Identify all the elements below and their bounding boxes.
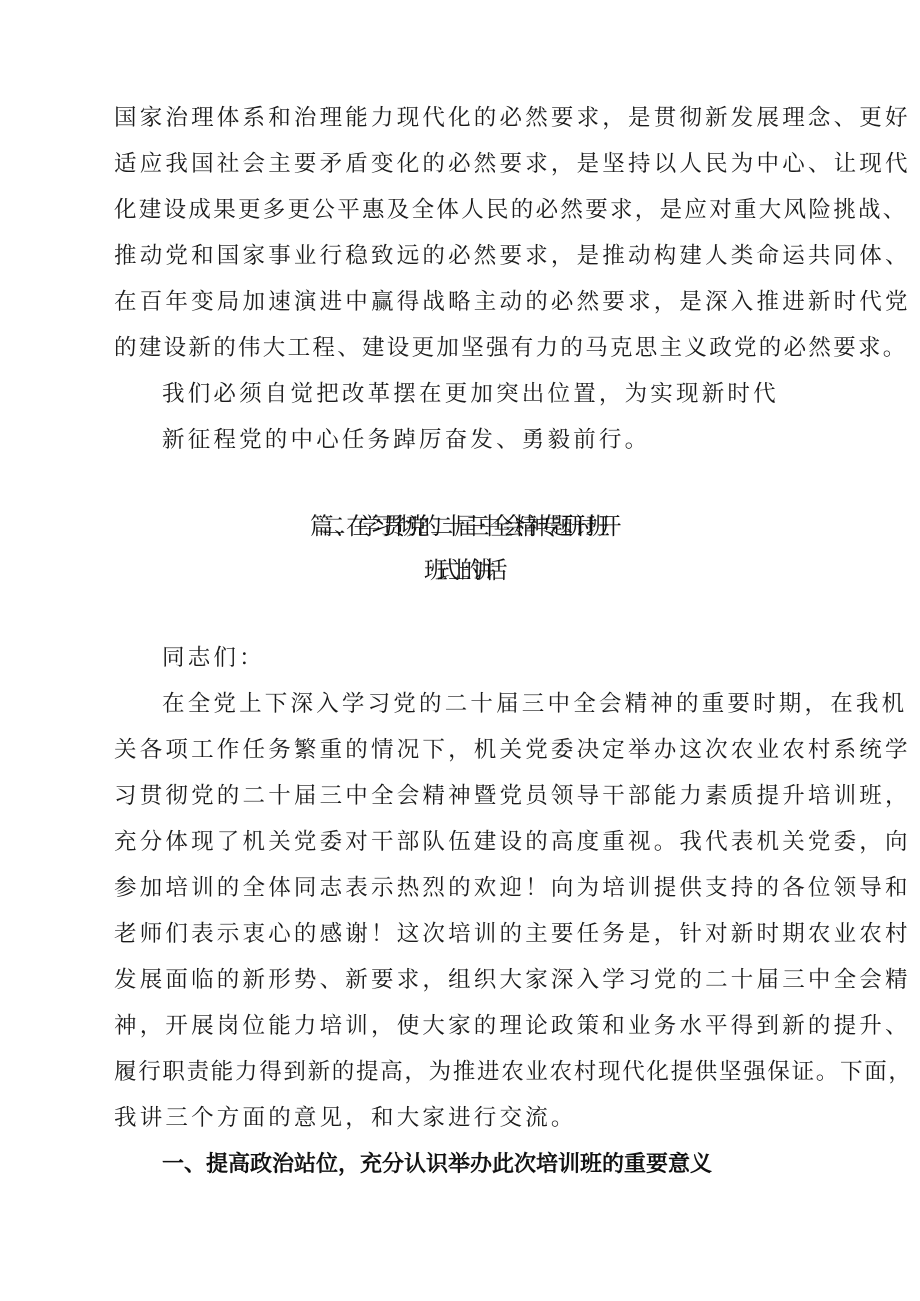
prev-article-closing-line: 新征程党的中心任务踔厉奋发、勇毅前行。 [162,427,651,453]
section-heading: 一、提高政治站位，充分认识举办此次培训班的重要意义 [162,1152,713,1177]
paragraph-line: 习贯彻党的二十届三中全会精神暨党员领导干部能力素质提升培训班， [114,783,911,809]
paragraph-line: 充分体现了机关党委对干部队伍建设的高度重视。我代表机关党委，向 [114,829,911,855]
prev-article-line: 国家治理体系和治理能力现代化的必然要求，是贯彻新发展理念、更好 [114,105,911,131]
paragraph-line: 在全党上下深入学习党的二十届三中全会精神的重要时期，在我机 [162,691,908,717]
prev-article-line: 的建设新的伟大工程、建设更加坚强有力的马克思主义政党的必然要求。 [114,335,908,361]
prev-article-line: 化建设成果更多更公平惠及全体人民的必然要求，是应对重大风险挑战、 [114,197,908,223]
prev-article-line: 适应我国社会主要矛盾变化的必然要求，是坚持以人民为中心、让现代 [114,151,911,177]
paragraph-line: 我讲三个方面的意见，和大家进行交流。 [114,1105,577,1131]
prev-article-line: 在百年变局加速演进中赢得战略主动的必然要求，是深入推进新时代党 [114,289,911,315]
salutation: 同志们： [162,645,265,671]
article-title-line-1: 篇二、在学习贯彻党的二十届三中全会精神专题研讨班开 [310,512,610,540]
paragraph-line: 关各项工作任务繁重的情况下，机关党委决定举办这次农业农村系统学 [114,737,911,763]
paragraph-line: 发展面临的新形势、新要求，组织大家深入学习党的二十届三中全会精 [114,967,911,993]
prev-article-closing-line: 我们必须自觉把改革摆在更加突出位置，为实现新时代 [162,381,779,407]
prev-article-line: 推动党和国家事业行稳致远的必然要求，是推动构建人类命运共同体、 [114,243,911,269]
paragraph-line: 老师们表示衷心的感谢！这次培训的主要任务是，针对新时期农业农村 [114,921,911,947]
paragraph-line: 参加培训的全体同志表示热烈的欢迎！向为培训提供支持的各位领导和 [114,875,911,901]
paragraph-line: 履行职责能力得到新的提高，为推进农业农村现代化提供坚强保证。下面， [114,1059,913,1085]
article-title-line-2: 班式上的讲话 [424,556,496,584]
paragraph-line: 神，开展岗位能力培训，使大家的理论政策和业务水平得到新的提升、 [114,1013,911,1039]
